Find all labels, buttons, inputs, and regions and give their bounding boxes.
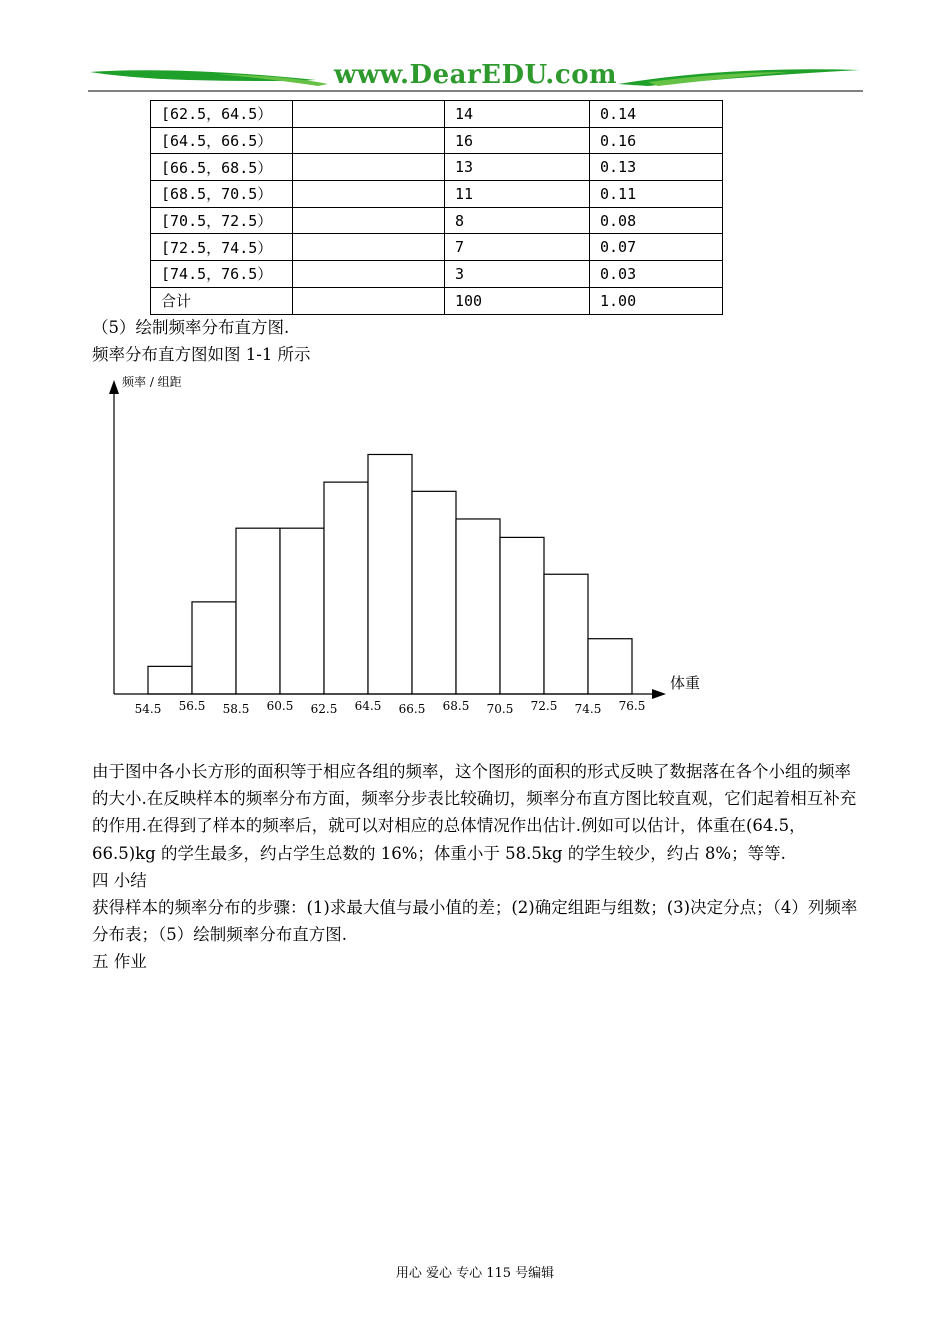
- count-cell: 7: [445, 234, 590, 261]
- x-tick-label: 64.5: [354, 699, 382, 713]
- frequency-cell: 0.13: [590, 154, 723, 181]
- x-tick-label: 72.5: [530, 699, 558, 713]
- x-tick-label: 58.5: [222, 702, 250, 716]
- tally-cell: [293, 127, 445, 154]
- frequency-table: [150, 100, 723, 315]
- tally-cell: [293, 181, 445, 208]
- frequency-cell: 0.07: [590, 234, 723, 261]
- summary-paragraph: 获得样本的频率分布的步骤：(1)求最大值与最小值的差；(2)确定组距与组数；(3)决定分点；（4）列频率分布表；（5）绘制频率分布直方图.: [92, 898, 858, 945]
- x-tick-label: 70.5: [486, 702, 514, 716]
- histogram-bar: [236, 528, 280, 694]
- x-axis-label: 体重: [670, 674, 701, 692]
- count-cell: 11: [445, 181, 590, 208]
- y-axis-label: 频率 / 组距: [122, 375, 182, 389]
- x-axis-arrow-icon: [652, 689, 666, 699]
- interval-cell: [72.5，74.5）: [151, 234, 293, 261]
- x-tick-label: 74.5: [574, 702, 602, 716]
- x-tick-label: 60.5: [266, 699, 294, 713]
- tally-cell: [293, 261, 445, 288]
- interval-cell: [66.5，68.5）: [151, 154, 293, 181]
- step-5-line: （5）绘制频率分布直方图.: [92, 318, 290, 337]
- histogram-bar: [324, 482, 368, 694]
- table-row: [151, 101, 723, 128]
- table-row: [151, 234, 723, 261]
- table-row: [151, 261, 723, 288]
- table-row: [151, 154, 723, 181]
- histogram-bar: [412, 491, 456, 694]
- total-count-cell: 100: [445, 287, 590, 314]
- interval-cell: [68.5，70.5）: [151, 181, 293, 208]
- x-tick-label: 66.5: [398, 702, 426, 716]
- figure-caption: 频率分布直方图如图 1-1 所示: [92, 345, 311, 364]
- section-heading-summary: 四 小结: [92, 870, 147, 890]
- interval-cell: [62.5，64.5）: [151, 101, 293, 128]
- frequency-cell: 0.14: [590, 101, 723, 128]
- x-tick-label: 62.5: [310, 702, 338, 716]
- total-label-cell: 合计: [151, 287, 293, 314]
- table-row: [151, 207, 723, 234]
- count-cell: 8: [445, 207, 590, 234]
- histogram-bar: [192, 602, 236, 694]
- x-tick-label: 68.5: [442, 699, 470, 713]
- tally-cell: [293, 234, 445, 261]
- frequency-cell: 0.08: [590, 207, 723, 234]
- histogram-bar: [588, 639, 632, 694]
- interval-cell: [64.5，66.5）: [151, 127, 293, 154]
- frequency-cell: 0.16: [590, 127, 723, 154]
- total-frequency-cell: 1.00: [590, 287, 723, 314]
- count-cell: 14: [445, 101, 590, 128]
- table-row: [151, 127, 723, 154]
- tally-cell: [293, 101, 445, 128]
- tally-cell: [293, 154, 445, 181]
- frequency-histogram: [100, 372, 720, 722]
- page-footer: 用心 爱心 专心 115 号编辑: [395, 1266, 555, 1281]
- tally-cell: [293, 207, 445, 234]
- count-cell: 16: [445, 127, 590, 154]
- x-tick-labels: [135, 699, 646, 716]
- section-heading-homework: 五 作业: [92, 952, 147, 972]
- x-tick-label: 54.5: [134, 702, 162, 716]
- histogram-bar: [544, 574, 588, 694]
- histogram-bar: [500, 537, 544, 694]
- histogram-bar: [368, 454, 412, 694]
- table-row: [151, 181, 723, 208]
- site-name: www.DearEDU.com: [333, 60, 618, 90]
- interval-cell: [74.5，76.5）: [151, 261, 293, 288]
- y-axis-arrow-icon: [109, 380, 119, 394]
- histogram-bar: [280, 528, 324, 694]
- frequency-cell: 0.11: [590, 181, 723, 208]
- x-tick-label: 76.5: [618, 699, 646, 713]
- body-text: [92, 758, 862, 976]
- histogram-bar: [456, 519, 500, 694]
- frequency-cell: 0.03: [590, 261, 723, 288]
- count-cell: 3: [445, 261, 590, 288]
- tally-cell: [293, 287, 445, 314]
- histogram-bars: [148, 454, 632, 694]
- page-header: [88, 56, 863, 100]
- interval-cell: [70.5，72.5）: [151, 207, 293, 234]
- explanation-paragraph: 由于图中各小长方形的面积等于相应各组的频率，这个图形的面积的形式反映了数据落在各个小组的频率的大小.在反映样本的频率分布方面，频率分步表比较确切，频率分布直方图比较直观，它们起着相互补充的作用.在得到了样本的频率后，就可以对相应的总体情况作出估计.例如可以估计，体重在(64.5，66.5)kg 的学生最多，约占学生总数的 16%；体重小于 58.5kg 的学生较少，约占 8%；等等.: [92, 762, 857, 863]
- histogram-bar: [148, 666, 192, 694]
- table-total-row: [151, 287, 723, 314]
- count-cell: 13: [445, 154, 590, 181]
- x-tick-label: 56.5: [178, 699, 206, 713]
